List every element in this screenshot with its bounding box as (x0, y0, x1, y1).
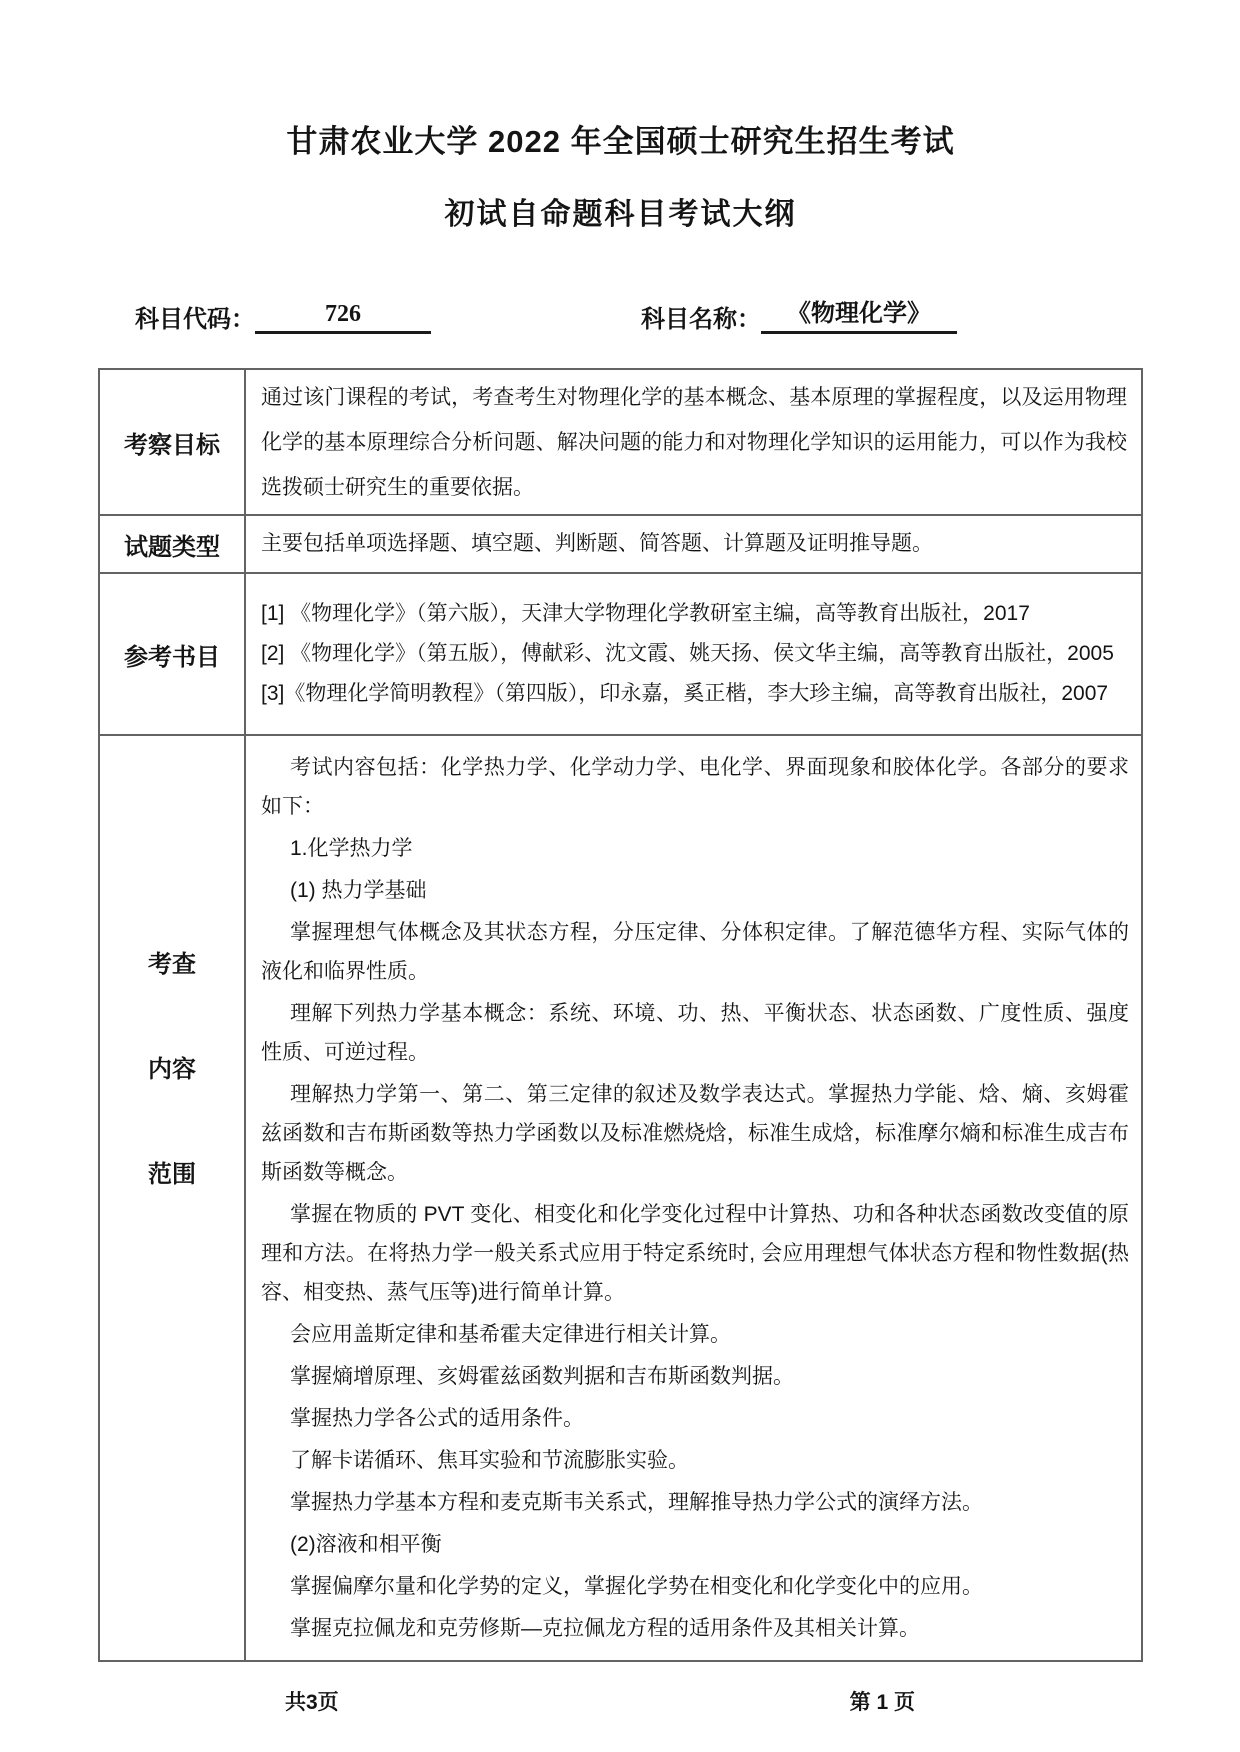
page-subtitle: 初试自命题科目考试大纲 (444, 198, 797, 231)
subject-code-label: 科目代码： (135, 306, 255, 333)
paragraph: 掌握热力学基本方程和麦克斯韦关系式，理解推导热力学公式的演绎方法。 (290, 1491, 983, 1514)
paragraph: 掌握理想气体概念及其状态方程，分压定律、分体积定律。了解范德华方程、实际气体的液化和临界性质。 (261, 921, 1129, 983)
paragraph: 主要包括单项选择题、填空题、判断题、简答题、计算题及证明推导题。 (261, 532, 933, 555)
paragraph: 掌握克拉佩龙和克劳修斯—克拉佩龙方程的适用条件及其相关计算。 (290, 1617, 920, 1640)
row-content-exam-scope (245, 735, 1142, 1661)
table-row-question-types (99, 515, 1142, 573)
subject-code-group (135, 299, 431, 334)
paragraph: 1.化学热力学 (290, 837, 413, 860)
row-label-exam-scope-line1: 考查 (148, 951, 196, 978)
subject-name-label: 科目名称： (641, 306, 761, 333)
row-content-exam-goal (245, 369, 1142, 515)
paragraph: 掌握偏摩尔量和化学势的定义，掌握化学势在相变化和化学变化中的应用。 (290, 1575, 983, 1598)
paragraph: 理解下列热力学基本概念：系统、环境、功、热、平衡状态、状态函数、广度性质、强度性质、可逆过程。 (261, 1002, 1129, 1064)
page-footer (98, 1686, 1143, 1716)
subject-row (98, 293, 1143, 334)
subject-name-group (641, 293, 957, 334)
table-row-reference-books (99, 573, 1142, 735)
subject-code-value: 726 (255, 301, 431, 334)
row-label-question-types: 试题类型 (99, 515, 245, 573)
row-content-question-types (245, 515, 1142, 573)
syllabus-table (98, 368, 1143, 1662)
row-label-exam-scope (99, 735, 245, 1661)
paragraph: 理解热力学第一、第二、第三定律的叙述及数学表达式。掌握热力学能、焓、熵、亥姆霍兹函数和吉布斯函数等热力学函数以及标准燃烧焓，标准生成焓，标准摩尔熵和标准生成吉布斯函数等概念。 (261, 1083, 1129, 1184)
paragraph: 掌握在物质的 PVT 变化、相变化和化学变化过程中计算热、功和各种状态函数改变值的原理和方法。在将热力学一般关系式应用于特定系统时, 会应用理想气体状态方程和物性数据(热容、相变热、蒸气压等)进行简单计算。 (261, 1203, 1129, 1304)
row-label-exam-scope-line3: 范围 (148, 1161, 196, 1188)
paragraph: [3]《物理化学简明教程》（第四版），印永嘉，奚正楷，李大珍主编，高等教育出版社，2007 (261, 682, 1109, 705)
row-label-exam-goal: 考察目标 (99, 369, 245, 515)
paragraph: 会应用盖斯定律和基希霍夫定律进行相关计算。 (290, 1323, 731, 1346)
paragraph: 了解卡诺循环、焦耳实验和节流膨胀实验。 (290, 1449, 689, 1472)
paragraph: (2)溶液和相平衡 (290, 1533, 442, 1556)
footer-total-pages: 共3页 (285, 1691, 339, 1714)
row-content-reference-books (245, 573, 1142, 735)
paragraph: 通过该门课程的考试，考查考生对物理化学的基本概念、基本原理的掌握程度，以及运用物理化学的基本原理综合分析问题、解决问题的能力和对物理化学知识的运用能力，可以作为我校选拨硕士研究生的重要依据。 (261, 385, 1127, 499)
paragraph: 掌握熵增原理、亥姆霍兹函数判据和吉布斯函数判据。 (290, 1365, 794, 1388)
table-row-exam-scope (99, 735, 1142, 1661)
row-label-exam-scope-line2: 内容 (148, 1056, 196, 1083)
paragraph: (1) 热力学基础 (290, 879, 427, 902)
paragraph: [1] 《物理化学》（第六版），天津大学物理化学教研室主编，高等教育出版社，2017 (261, 602, 1030, 625)
paragraph: [2] 《物理化学》（第五版），傅献彩、沈文霞、姚天扬、侯文华主编，高等教育出版社，2005 (261, 642, 1114, 665)
paragraph: 掌握热力学各公式的适用条件。 (290, 1407, 584, 1430)
page-title: 甘肃农业大学 2022 年全国硕士研究生招生考试 (286, 124, 955, 159)
paragraph: 考试内容包括：化学热力学、化学动力学、电化学、界面现象和胶体化学。各部分的要求如下： (261, 756, 1129, 818)
row-label-reference-books: 参考书目 (99, 573, 245, 735)
footer-current-page: 第 1 页 (849, 1691, 915, 1714)
table-row-exam-goal (99, 369, 1142, 515)
subject-name-value: 《物理化学》 (761, 293, 957, 334)
